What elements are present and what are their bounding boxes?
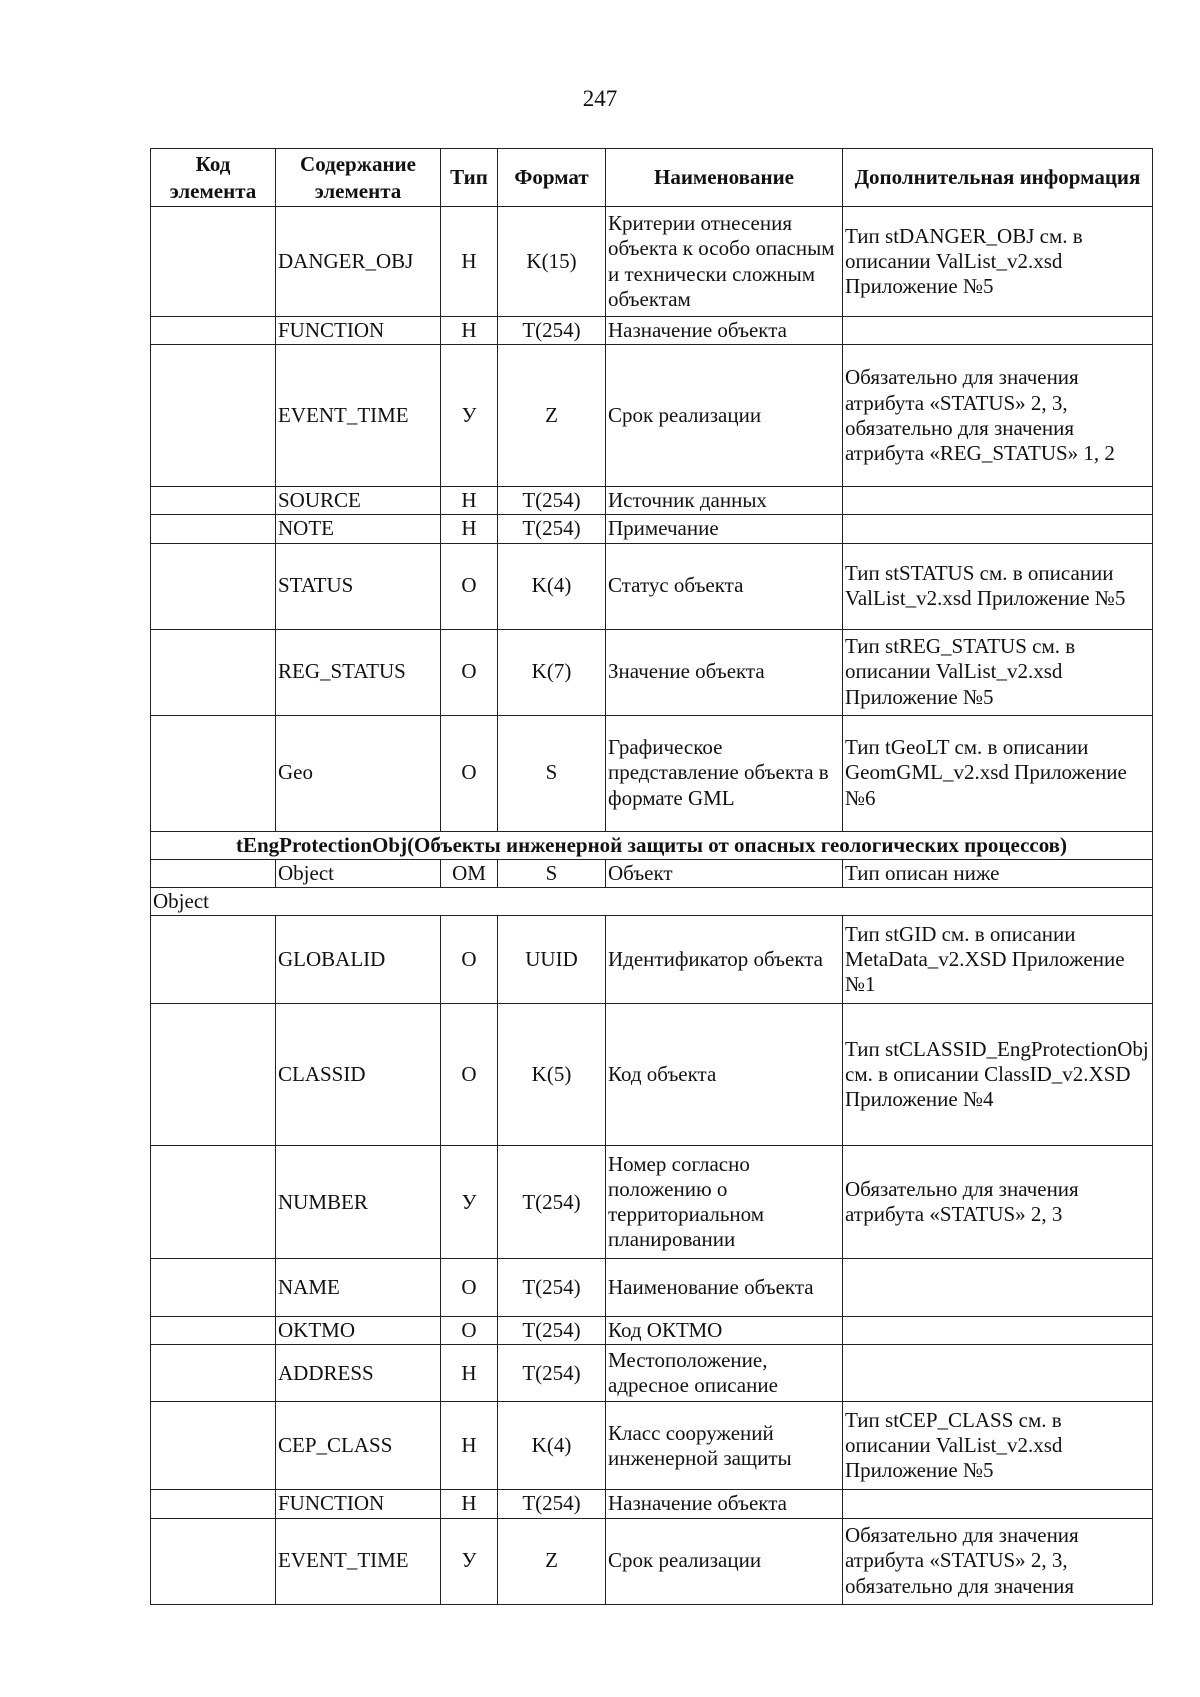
code-cell — [151, 1317, 276, 1345]
section-row — [151, 831, 1153, 859]
name-cell: Местоположение, адресное описание — [606, 1345, 843, 1402]
type-cell: ОМ — [441, 859, 498, 887]
info-cell: Тип stGID см. в описании MetaData_v2.XSD Приложение №1 — [843, 916, 1153, 1004]
format-cell: K(4) — [498, 1402, 606, 1490]
header-type: Тип — [441, 149, 498, 207]
format-cell: T(254) — [498, 317, 606, 345]
table-row — [151, 715, 1153, 831]
format-cell: S — [498, 715, 606, 831]
content-cell: EVENT_TIME — [276, 1518, 441, 1604]
type-cell: Н — [441, 207, 498, 317]
object-label: Object — [151, 887, 1153, 915]
type-cell: Н — [441, 515, 498, 543]
content-cell: Geo — [276, 715, 441, 831]
name-cell: Источник данных — [606, 487, 843, 515]
table-row — [151, 1004, 1153, 1146]
info-cell: Тип stSTATUS см. в описании ValList_v2.xsd Приложение №5 — [843, 543, 1153, 629]
format-cell: UUID — [498, 916, 606, 1004]
code-cell — [151, 1004, 276, 1146]
info-cell — [843, 487, 1153, 515]
info-cell: Обязательно для значения атрибута «STATUS» 2, 3 — [843, 1146, 1153, 1259]
code-cell — [151, 543, 276, 629]
table-row — [151, 1345, 1153, 1402]
name-cell: Критерии отнесения объекта к особо опасным и технически сложным объектам — [606, 207, 843, 317]
code-cell — [151, 1402, 276, 1490]
code-cell — [151, 515, 276, 543]
table-row — [151, 207, 1153, 317]
format-cell: Z — [498, 345, 606, 487]
format-cell: K(15) — [498, 207, 606, 317]
format-cell: Z — [498, 1518, 606, 1604]
info-cell: Тип описан ниже — [843, 859, 1153, 887]
table-row — [151, 1518, 1153, 1604]
name-cell: Срок реализации — [606, 1518, 843, 1604]
code-cell — [151, 1259, 276, 1317]
format-cell: T(254) — [498, 1146, 606, 1259]
name-cell: Назначение объекта — [606, 1490, 843, 1518]
name-cell: Статус объекта — [606, 543, 843, 629]
info-cell — [843, 1345, 1153, 1402]
table-row — [151, 629, 1153, 715]
content-cell: CEP_CLASS — [276, 1402, 441, 1490]
type-cell: У — [441, 345, 498, 487]
content-cell: GLOBALID — [276, 916, 441, 1004]
type-cell: О — [441, 1259, 498, 1317]
name-cell: Номер согласно положению о территориальном планировании — [606, 1146, 843, 1259]
code-cell — [151, 1490, 276, 1518]
code-cell — [151, 1146, 276, 1259]
name-cell: Класс сооружений инженерной защиты — [606, 1402, 843, 1490]
info-cell: Тип stCEP_CLASS см. в описании ValList_v2.xsd Приложение №5 — [843, 1402, 1153, 1490]
code-cell — [151, 207, 276, 317]
type-cell: О — [441, 916, 498, 1004]
format-cell: S — [498, 859, 606, 887]
info-cell: Тип tGeoLT см. в описании GeomGML_v2.xsd Приложение №6 — [843, 715, 1153, 831]
type-cell: О — [441, 1317, 498, 1345]
code-cell — [151, 715, 276, 831]
info-cell — [843, 1490, 1153, 1518]
type-cell: О — [441, 543, 498, 629]
code-cell — [151, 487, 276, 515]
table-row — [151, 1490, 1153, 1518]
type-cell: Н — [441, 317, 498, 345]
content-cell: REG_STATUS — [276, 629, 441, 715]
header-row — [151, 149, 1153, 207]
code-cell — [151, 345, 276, 487]
name-cell: Наименование объекта — [606, 1259, 843, 1317]
content-cell: NOTE — [276, 515, 441, 543]
content-cell: Object — [276, 859, 441, 887]
content-cell: NUMBER — [276, 1146, 441, 1259]
format-cell: T(254) — [498, 1490, 606, 1518]
content-cell: DANGER_OBJ — [276, 207, 441, 317]
content-cell: SOURCE — [276, 487, 441, 515]
content-cell: CLASSID — [276, 1004, 441, 1146]
code-cell — [151, 1518, 276, 1604]
format-cell: T(254) — [498, 1259, 606, 1317]
content-cell: NAME — [276, 1259, 441, 1317]
table-row — [151, 487, 1153, 515]
name-cell: Идентификатор объекта — [606, 916, 843, 1004]
header-code: Код элемента — [151, 149, 276, 207]
content-cell: FUNCTION — [276, 317, 441, 345]
content-cell: EVENT_TIME — [276, 345, 441, 487]
type-cell: У — [441, 1146, 498, 1259]
name-cell: Графическое представление объекта в формате GML — [606, 715, 843, 831]
content-cell: STATUS — [276, 543, 441, 629]
info-cell: Обязательно для значения атрибута «STATUS» 2, 3, обязательно для значения атрибута «REG_STATUS» 1, 2 — [843, 345, 1153, 487]
page-number: 247 — [582, 86, 618, 111]
code-cell — [151, 916, 276, 1004]
object-row — [151, 859, 1153, 887]
name-cell: Код объекта — [606, 1004, 843, 1146]
type-cell: О — [441, 629, 498, 715]
table-row — [151, 1146, 1153, 1259]
format-cell: K(5) — [498, 1004, 606, 1146]
name-cell: Код ОКТМО — [606, 1317, 843, 1345]
content-cell: OKTMO — [276, 1317, 441, 1345]
table-row — [151, 1402, 1153, 1490]
info-cell: Тип stCLASSID_EngProtectionObj см. в описании ClassID_v2.XSD Приложение №4 — [843, 1004, 1153, 1146]
table-row — [151, 317, 1153, 345]
object-label-row — [151, 887, 1153, 915]
name-cell: Примечание — [606, 515, 843, 543]
table-row — [151, 916, 1153, 1004]
info-cell: Тип stDANGER_OBJ см. в описании ValList_v2.xsd Приложение №5 — [843, 207, 1153, 317]
info-cell — [843, 1317, 1153, 1345]
header-content: Содержание элемента — [276, 149, 441, 207]
header-info: Дополнительная информация — [843, 149, 1153, 207]
code-cell — [151, 1345, 276, 1402]
header-format: Формат — [498, 149, 606, 207]
code-cell — [151, 629, 276, 715]
type-cell: Н — [441, 487, 498, 515]
type-cell: О — [441, 1004, 498, 1146]
format-cell: T(254) — [498, 487, 606, 515]
info-cell — [843, 317, 1153, 345]
content-cell: ADDRESS — [276, 1345, 441, 1402]
table-row — [151, 345, 1153, 487]
code-cell — [151, 317, 276, 345]
table-row — [151, 543, 1153, 629]
table-row — [151, 1317, 1153, 1345]
info-cell: Тип stREG_STATUS см. в описании ValList_v2.xsd Приложение №5 — [843, 629, 1153, 715]
attribute-table — [150, 148, 1153, 1605]
content-cell: FUNCTION — [276, 1490, 441, 1518]
format-cell: K(7) — [498, 629, 606, 715]
format-cell: K(4) — [498, 543, 606, 629]
format-cell: T(254) — [498, 1345, 606, 1402]
name-cell: Назначение объекта — [606, 317, 843, 345]
table-row — [151, 515, 1153, 543]
section-title: tEngProtectionObj(Объекты инженерной защиты от опасных геологических процессов) — [151, 831, 1153, 859]
type-cell: У — [441, 1518, 498, 1604]
format-cell: T(254) — [498, 515, 606, 543]
info-cell — [843, 515, 1153, 543]
info-cell — [843, 1259, 1153, 1317]
code-cell — [151, 859, 276, 887]
type-cell: О — [441, 715, 498, 831]
header-name: Наименование — [606, 149, 843, 207]
type-cell: Н — [441, 1345, 498, 1402]
type-cell: Н — [441, 1402, 498, 1490]
type-cell: Н — [441, 1490, 498, 1518]
name-cell: Объект — [606, 859, 843, 887]
format-cell: T(254) — [498, 1317, 606, 1345]
table-row — [151, 1259, 1153, 1317]
info-cell: Обязательно для значения атрибута «STATUS» 2, 3, обязательно для значения — [843, 1518, 1153, 1604]
name-cell: Значение объекта — [606, 629, 843, 715]
name-cell: Срок реализации — [606, 345, 843, 487]
